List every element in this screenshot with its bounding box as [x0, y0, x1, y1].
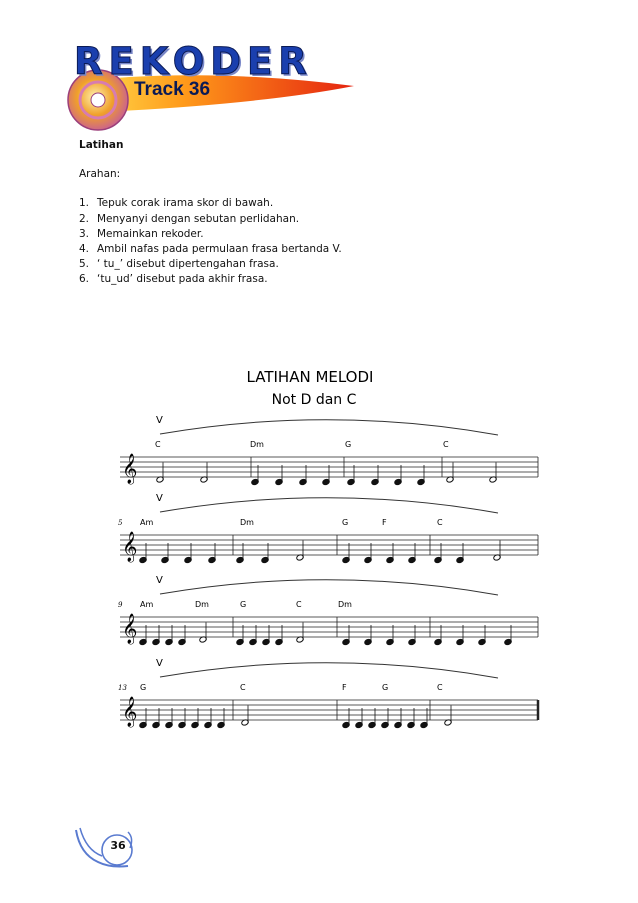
chord-symbol: Am	[140, 518, 154, 527]
item-number: 6.	[79, 273, 90, 286]
measure-number: 13	[118, 684, 127, 692]
chord-symbol: C	[443, 440, 449, 449]
list-item	[79, 257, 499, 272]
chord-symbol: C	[296, 600, 302, 609]
item-text: ‘ tu_’ disebut dipertengahan frasa.	[97, 258, 279, 271]
treble-clef-icon: 𝄞	[122, 614, 138, 644]
item-number: 3.	[79, 227, 90, 240]
section-subheading: Arahan:	[79, 168, 121, 181]
phrase-slur	[160, 663, 498, 678]
sheet-music	[110, 360, 550, 750]
chord-symbol: G	[342, 518, 349, 527]
chord-symbol: C	[437, 518, 443, 527]
page-number: 36	[110, 839, 126, 852]
breath-mark: V	[156, 415, 163, 426]
chord-symbol: Dm	[250, 440, 264, 449]
chord-symbol: F	[342, 683, 347, 692]
item-text: Menyanyi dengan sebutan perlidahan.	[97, 212, 300, 225]
item-text: Ambil nafas pada permulaan frasa bertanda V.	[97, 243, 342, 256]
item-text: Memainkan rekoder.	[97, 227, 204, 240]
instruction-list	[79, 196, 499, 287]
instructions-section	[79, 138, 499, 288]
chord-symbol: Am	[140, 600, 154, 609]
item-text: ‘tu_ud’ disebut pada akhir frasa.	[97, 273, 268, 286]
chord-symbol: C	[155, 440, 161, 449]
phrase-slur	[160, 420, 498, 435]
breath-mark: V	[156, 493, 163, 504]
measure-number: 5	[118, 519, 123, 527]
staff-system	[118, 493, 538, 564]
chord-symbol: Dm	[338, 600, 352, 609]
breath-mark: V	[156, 658, 163, 669]
item-number: 4.	[79, 243, 90, 256]
chord-symbol: Dm	[240, 518, 254, 527]
item-text: Tepuk corak irama skor di bawah.	[97, 197, 274, 210]
staff-system	[120, 415, 538, 486]
staff-system	[118, 575, 538, 646]
score-subtitle: Not D dan C	[271, 392, 357, 408]
treble-clef-icon: 𝄞	[122, 532, 138, 562]
chord-symbol: C	[240, 683, 246, 692]
track-label: Track 36	[134, 79, 211, 100]
item-number: 2.	[79, 212, 90, 225]
chord-symbol: G	[345, 440, 352, 449]
breath-mark: V	[156, 575, 163, 586]
list-item	[79, 242, 499, 257]
list-item	[79, 196, 499, 211]
chord-symbol: Dm	[195, 600, 209, 609]
page-title: REKODER	[74, 40, 313, 83]
chord-symbol: G	[140, 683, 147, 692]
list-item	[79, 227, 499, 242]
chord-symbol: G	[382, 683, 389, 692]
staff-system	[118, 658, 538, 729]
score-title: LATIHAN MELODI	[246, 368, 374, 386]
list-item	[79, 272, 499, 287]
chord-symbol: G	[240, 600, 247, 609]
staff-systems	[118, 415, 538, 729]
chord-symbol: F	[382, 518, 387, 527]
item-number: 1.	[79, 197, 90, 210]
phrase-slur	[160, 580, 498, 595]
chord-symbol: C	[437, 683, 443, 692]
list-item	[79, 212, 499, 227]
item-number: 5.	[79, 258, 90, 271]
measure-number: 9	[118, 601, 123, 609]
treble-clef-icon: 𝄞	[122, 454, 138, 484]
section-heading: Latihan	[79, 139, 124, 151]
phrase-slur	[160, 498, 498, 513]
treble-clef-icon: 𝄞	[122, 697, 138, 727]
